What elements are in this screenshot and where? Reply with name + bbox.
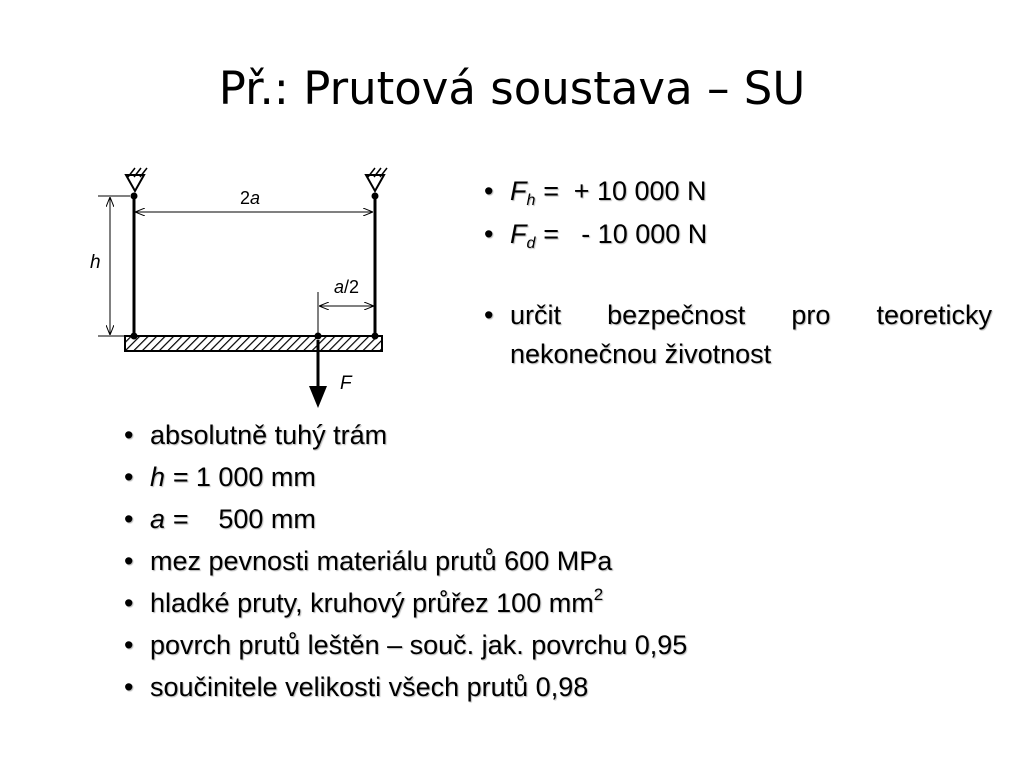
joint — [372, 193, 379, 200]
list-item-a: • a = 500 mm — [118, 498, 687, 540]
dim-2a-label: 2a — [240, 188, 261, 208]
list-item-fh: • $F_h$ = + 10 000 N — [478, 170, 992, 213]
list-item-strength: • mez pevnosti materiálu prutů 600 MPa — [118, 540, 687, 582]
force-label: F — [340, 373, 352, 394]
list-item-surface: • povrch prutů leštěn – souč. jak. povrchu 0,95 — [118, 624, 687, 666]
slide-title: Př.: Prutová soustava – SU — [218, 62, 806, 115]
list-item-beam: • absolutně tuhý trám — [118, 414, 687, 456]
list-item-h: • h = 1 000 mm — [118, 456, 687, 498]
joint — [131, 193, 138, 200]
dim-a2-label: a/2 — [334, 277, 360, 297]
load-list — [478, 170, 992, 374]
joint — [131, 333, 138, 340]
right-pin-support — [366, 168, 387, 191]
rigid-beam — [125, 336, 382, 351]
parameters-list — [118, 414, 687, 708]
dim-h-label: h — [90, 252, 101, 273]
list-item-fd: • $F_d$ = - 10 000 N — [478, 213, 992, 256]
list-item-size: • součinitele velikosti všech prutů 0,98 — [118, 666, 687, 708]
joint — [372, 333, 379, 340]
force-arrow-head — [309, 386, 327, 408]
left-pin-support — [126, 168, 147, 191]
truss-diagram — [80, 160, 400, 410]
list-item-task: • určit bezpečnost pro teoreticky nekonečnou životnost — [478, 296, 992, 374]
list-spacer — [478, 256, 992, 296]
list-item-bars: • hladké pruty, kruhový průřez 100 $mm^2$ — [118, 582, 687, 624]
